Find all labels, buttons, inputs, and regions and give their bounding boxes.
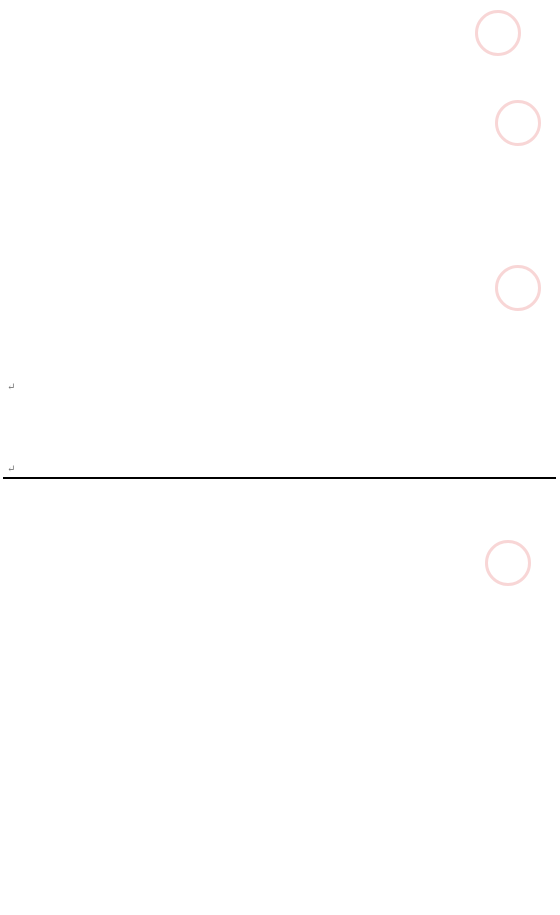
- directions-paragraph: ↵: [7, 382, 16, 393]
- watermark-logo: [495, 100, 541, 146]
- cloze-table: [3, 477, 556, 479]
- watermark-logo: [495, 265, 541, 311]
- watermark-logo: [485, 540, 531, 586]
- cloze-options: [283, 478, 556, 479]
- watermark-logo: [475, 10, 521, 56]
- cloze-passage: [4, 478, 283, 479]
- blank-line: ↵: [7, 464, 16, 475]
